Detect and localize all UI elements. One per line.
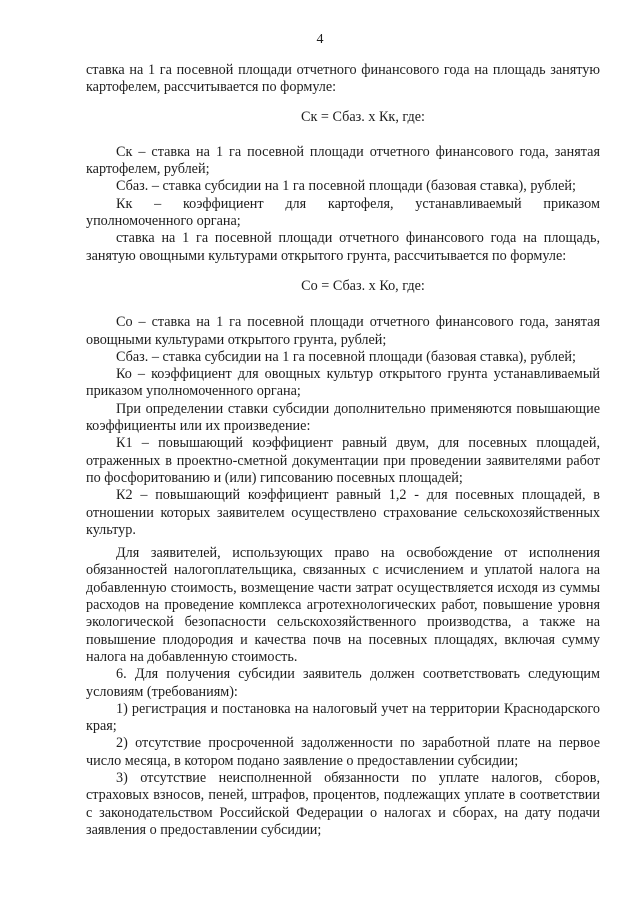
condition-2: 2) отсутствие просроченной задолженности по заработной плате на первое число месяца, в котором подано заявление о предоставлении субсидии; bbox=[86, 735, 600, 769]
definition-sk: Ск – ставка на 1 га посевной площади отчетного финансового года, занятая картофелем, рублей; bbox=[86, 143, 600, 178]
formula-vegetables: Со = Сбаз. х Ко, где: bbox=[301, 277, 425, 294]
definition-ko: Ко – коэффициент для овощных культур открытого грунта устанавливаемый приказом уполномоченного органа; bbox=[86, 366, 600, 400]
paragraph-vat-exemption: Для заявителей, использующих право на освобождение от исполнения обязанностей налогоплательщика, связанных с исчислением и уплатой налога на добавленную стоимость, возмещение части затрат осуществляется исходя из суммы расходов на проведение комплекса агротехнологических работ, повышение уровня экологической безопасности сельскохозяйственного производства, а также на повышение плодородия и качества почв на посевных площадях, включая сумму налога на добавленную стоимость. bbox=[86, 545, 600, 665]
condition-3: 3) отсутствие неисполненной обязанности по уплате налогов, сборов, страховых взносов, пеней, штрафов, процентов, подлежащих уплате в соответствии с законодательством Российской Федерации о налогах и сборах, на дату подачи заявления о предоставлении субсидии; bbox=[86, 769, 600, 838]
definition-k2: К2 – повышающий коэффициент равный 1,2 - для посевных площадей, в отношении которых заявителем осуществлено страхование сельскохозяйственных культур. bbox=[86, 487, 600, 538]
definition-k1: К1 – повышающий коэффициент равный двум, для посевных площадей, отраженных в проектно-сметной документации при проведении заявителями работ по фосфоритованию и (или) гипсованию посевных площадей; bbox=[86, 435, 600, 486]
definition-so: Со – ставка на 1 га посевной площади отчетного финансового года, занятая овощными культурами открытого грунта, рублей; bbox=[86, 314, 600, 348]
page-number: 4 bbox=[316, 32, 324, 47]
document-body bbox=[86, 62, 600, 839]
definition-sbaz-1: Сбаз. – ставка субсидии на 1 га посевной площади (базовая ставка), рублей; bbox=[116, 178, 576, 195]
formula-potato: Ск = Сбаз. х Кк, где: bbox=[301, 108, 425, 125]
definition-sbaz-2: Сбаз. – ставка субсидии на 1 га посевной площади (базовая ставка), рублей; bbox=[116, 348, 576, 365]
paragraph-section-6: 6. Для получения субсидии заявитель должен соответствовать следующим условиям (требованиям): bbox=[86, 666, 600, 700]
paragraph-coefficients-intro: При определении ставки субсидии дополнительно применяются повышающие коэффициенты или их произведение: bbox=[86, 400, 600, 435]
condition-1: 1) регистрация и постановка на налоговый учет на территории Краснодарского края; bbox=[86, 700, 600, 735]
paragraph-potato-rate-intro: ставка на 1 га посевной площади отчетного финансового года на площадь занятую картофелем, рассчитывается по формуле: bbox=[86, 62, 600, 96]
paragraph-vegetable-rate-intro: ставка на 1 га посевной площади отчетного финансового года на площадь, занятую овощными культурами открытого грунта, рассчитывается по формуле: bbox=[86, 230, 600, 264]
definition-kk: Кк – коэффициент для картофеля, устанавливаемый приказом уполномоченного органа; bbox=[86, 195, 600, 230]
